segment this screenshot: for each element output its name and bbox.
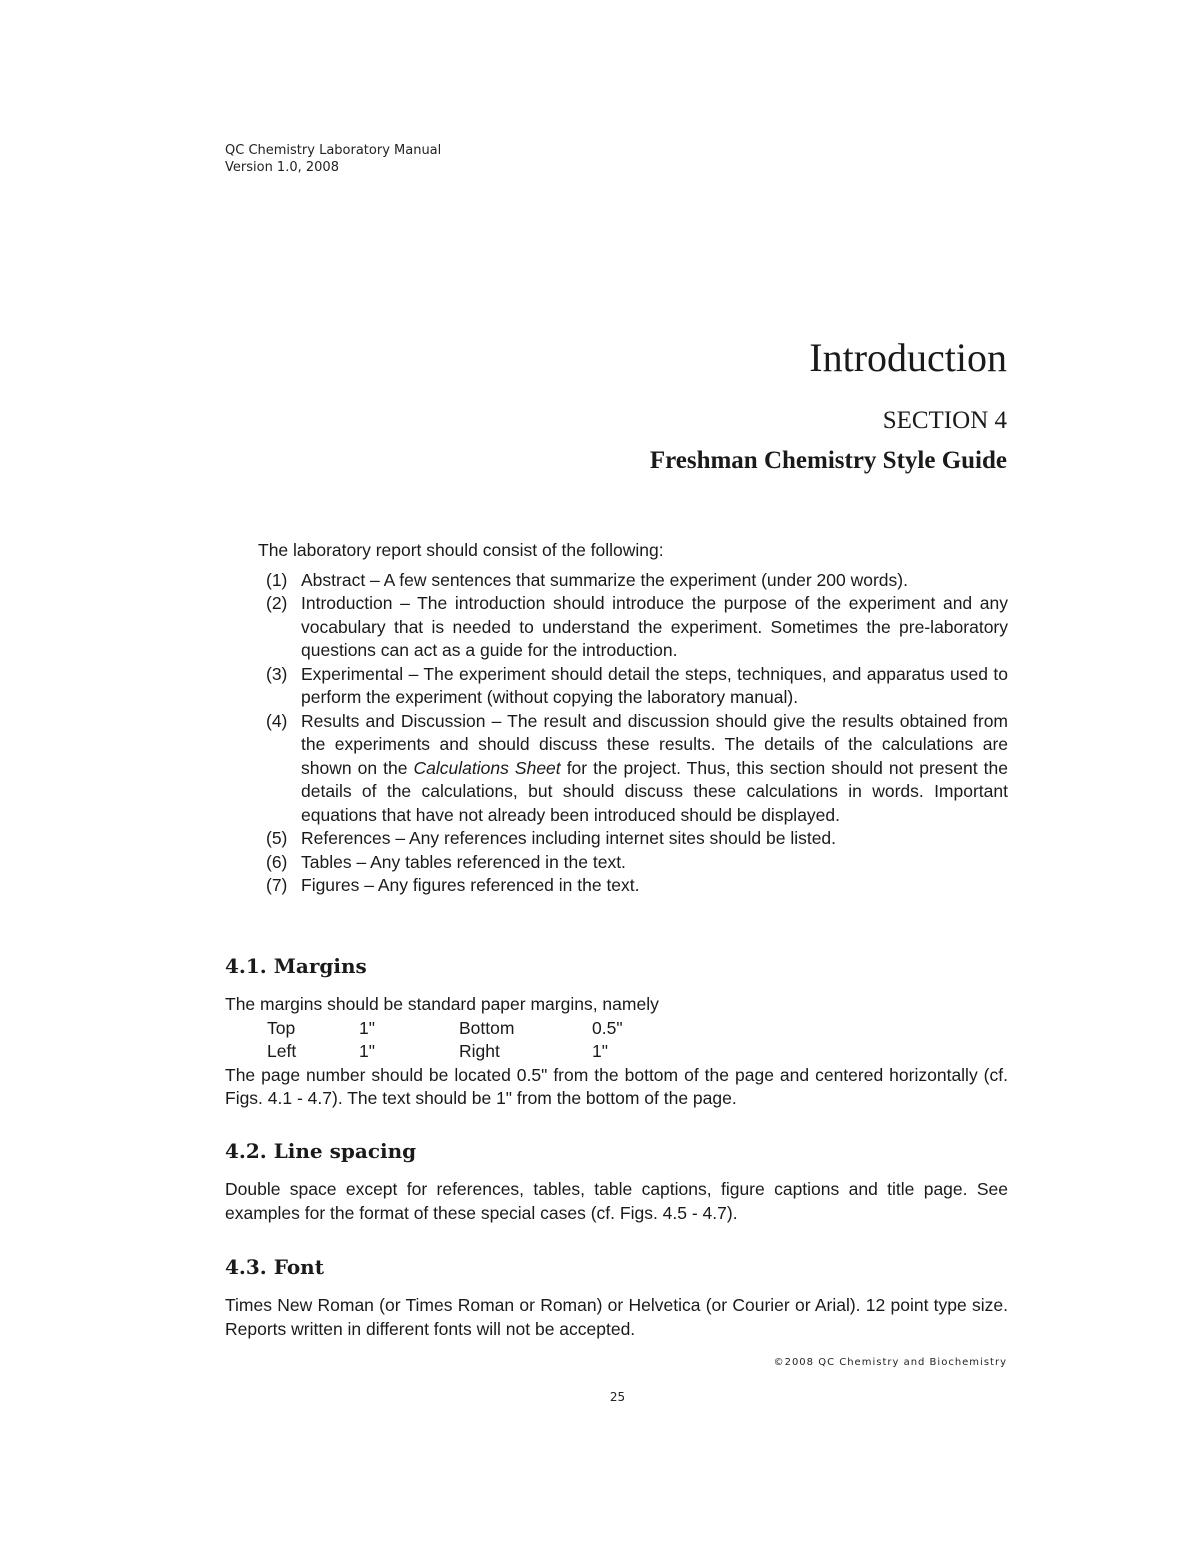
list-item [256,710,1008,828]
chapter-title: Introduction [809,335,1007,380]
table-cell: 1" [592,1041,608,1061]
table-cell: 0.5" [592,1017,623,1038]
list-item-text-part: Results and Discussion – The result and discussion should give the results obtained from the experiments and should discuss these results. The details of the calculations are shown on the [301,710,1008,778]
report-contents-lead: The laboratory report should consist of the following: [258,540,664,560]
table-row [267,1017,632,1041]
list-item-number: (7) [266,875,288,895]
calculations-sheet-emphasis: Calculations Sheet [413,757,561,778]
font-section [225,1254,1008,1341]
list-item [256,592,1008,663]
table-cell: 1" [359,1041,375,1061]
list-item-number: (2) [266,593,288,613]
list-item-number: (1) [266,569,288,590]
running-head [225,142,441,176]
table-cell: Top [267,1017,296,1038]
margins-table [267,1017,632,1064]
list-item-text: Figures – Any figures referenced in the text. [301,875,640,895]
font-paragraph: Times New Roman (or Times Roman or Roman) or Helvetica (or Courier or Arial). 12 point type size. Reports written in different fonts will not be accepted. [225,1295,1008,1339]
list-item-number: (4) [266,710,288,731]
page-number: 25 [609,1390,626,1404]
line-spacing-heading: 4.2. Line spacing [225,1139,417,1163]
list-item-number: (5) [266,828,288,848]
list-item-text: Experimental – The experiment should detail the steps, techniques, and apparatus used to perform the experiment (without copying the laboratory manual). [301,663,1008,707]
list-item-text: Tables – Any tables referenced in the text. [301,851,626,872]
margins-heading: 4.1. Margins [225,954,367,978]
running-head-title: QC Chemistry Laboratory Manual [225,143,442,158]
list-item-text: References – Any references including internet sites should be listed. [301,828,837,848]
list-item-text: Abstract – A few sentences that summarize the experiment (under 200 words). [301,569,908,590]
list-item-text: Introduction – The introduction should introduce the purpose of the experiment and any vocabulary that is needed to understand the experiment. Sometimes the pre-laboratory questions can act as a guide for the introduction. [301,593,1008,660]
section-number: SECTION 4 [882,407,1007,434]
report-contents-list [258,569,1008,898]
copyright-notice: ©2008 QC Chemistry and Biochemistry [773,1357,1007,1368]
list-item-text-part: for the project. Thus, this section should not present the details of the calculations, but should discuss these calculations in words. Important equations that have not already been introduced should be displayed. [301,757,1008,825]
font-heading: 4.3. Font [225,1255,324,1279]
list-item-number: (3) [266,663,288,684]
line-spacing-paragraph: Double space except for references, tables, table captions, figure captions and title page. See examples for the format of these special cases (cf. Figs. 4.5 - 4.7). [225,1179,1008,1223]
list-item [256,874,1008,898]
line-spacing-section [225,1138,1008,1225]
section-title: Freshman Chemistry Style Guide [649,447,1007,474]
table-cell: Bottom [459,1017,515,1038]
list-item-number: (6) [266,851,288,872]
table-cell: Left [267,1041,297,1061]
report-contents-block [258,539,1008,898]
list-item [256,827,1008,851]
margins-lead: The margins should be standard paper margins, namely [225,994,659,1014]
table-row [267,1040,632,1064]
list-item [256,663,1008,710]
table-cell: 1" [359,1017,375,1038]
list-item [256,851,1008,875]
margins-page-number-paragraph: The page number should be located 0.5" from the bottom of the page and centered horizontally (cf. Figs. 4.1 - 4.7). The text should be 1" from the bottom of the page. [225,1064,1008,1108]
list-item [256,569,1008,593]
running-head-version: Version 1.0, 2008 [225,160,339,175]
table-cell: Right [459,1041,500,1061]
margins-section [225,953,1008,1111]
